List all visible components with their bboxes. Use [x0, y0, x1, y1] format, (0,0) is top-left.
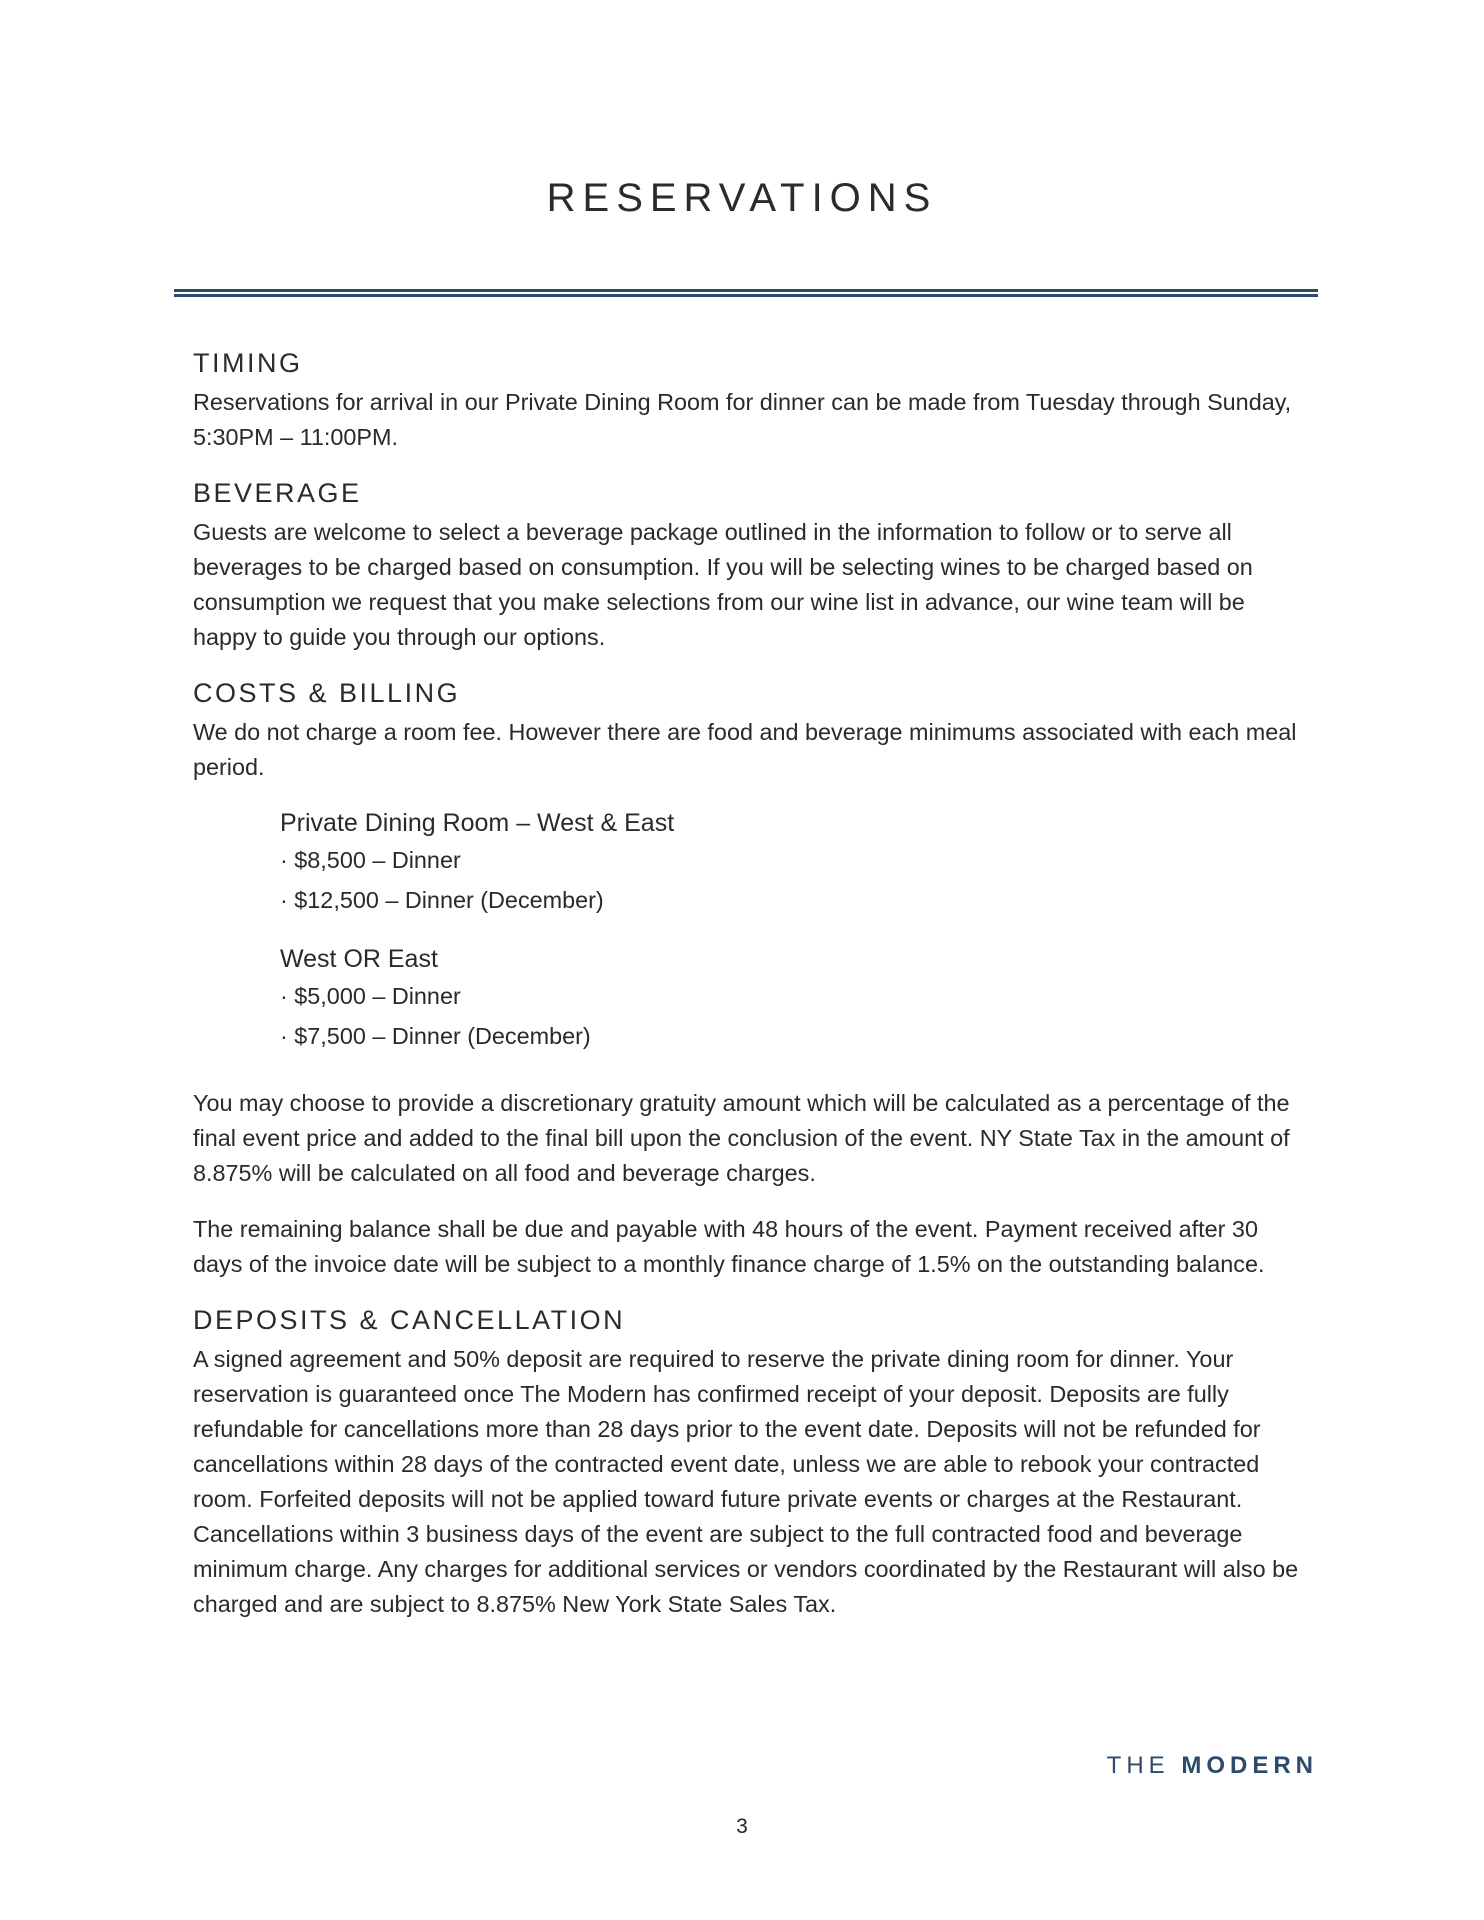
title-rule-bottom-line	[174, 294, 1318, 297]
price-group-title: West OR East	[280, 945, 438, 974]
price-group-west-or-east	[280, 942, 1313, 1056]
deposits-heading: DEPOSITS & CANCELLATION	[193, 1305, 626, 1336]
deposits-body: A signed agreement and 50% deposit are required to reserve the private dining room for dinner. Your reservation is guaranteed once The Modern has confirmed receipt of your deposit. Deposits are fully refundable for cancellations more than 28 days prior to the event date. Deposits will not be refunded for cancellations within 28 days of the contracted event date, unless we are able to rebook your contracted room. Forfeited deposits will not be applied toward future private events or charges at the Restaurant. Cancellations within 3 business days of the event are subject to the full contracted food and beverage minimum charge. Any charges for additional services or vendors coordinated by the Restaurant will also be charged and are subject to 8.875% New York State Sales Tax.	[193, 1346, 1299, 1618]
timing-section	[193, 346, 1313, 455]
costs-billing-section	[193, 676, 1313, 1282]
costs-billing-heading: COSTS & BILLING	[193, 678, 461, 709]
price-group-title: Private Dining Room – West & East	[280, 809, 675, 838]
title-double-rule	[174, 289, 1318, 297]
logo-word-the: THE	[1106, 1752, 1170, 1779]
price-item: · $8,500 – Dinner	[280, 847, 461, 874]
document-content	[193, 346, 1313, 1643]
minimums-list	[280, 806, 1313, 1056]
price-item: · $12,500 – Dinner (December)	[280, 887, 604, 914]
gratuity-paragraph: You may choose to provide a discretionary gratuity amount which will be calculated as a percentage of the final event price and added to the final bill upon the conclusion of the event. NY State Tax in the amount of 8.875% will be calculated on all food and beverage charges.	[193, 1090, 1290, 1187]
timing-body: Reservations for arrival in our Private Dining Room for dinner can be made from Tuesday through Sunday, 5:30PM – 11:00PM.	[193, 389, 1292, 451]
balance-paragraph: The remaining balance shall be due and payable with 48 hours of the event. Payment received after 30 days of the invoice date will be subject to a monthly finance charge of 1.5% on the outstanding balance.	[193, 1216, 1265, 1278]
costs-intro: We do not charge a room fee. However there are food and beverage minimums associated with each meal period.	[193, 719, 1297, 781]
price-item: · $7,500 – Dinner (December)	[280, 1023, 591, 1050]
price-item: · $5,000 – Dinner	[280, 983, 461, 1010]
beverage-section	[193, 476, 1313, 655]
timing-heading: TIMING	[193, 348, 303, 378]
beverage-heading: BEVERAGE	[193, 478, 362, 509]
page-title: RESERVATIONS	[546, 176, 938, 220]
page-number: 3	[736, 1815, 748, 1838]
logo-word-modern: MODERN	[1181, 1752, 1318, 1779]
price-group-west-east	[280, 806, 1313, 920]
deposits-section	[193, 1303, 1313, 1622]
title-rule-top-line	[174, 289, 1318, 292]
the-modern-logo	[1107, 1752, 1318, 1780]
beverage-body: Guests are welcome to select a beverage package outlined in the information to follow or to serve all beverages to be charged based on consumption. If you will be selecting wines to be charged based on consumption we request that you make selections from our wine list in advance, our wine team will be happy to guide you through our options.	[193, 519, 1253, 651]
